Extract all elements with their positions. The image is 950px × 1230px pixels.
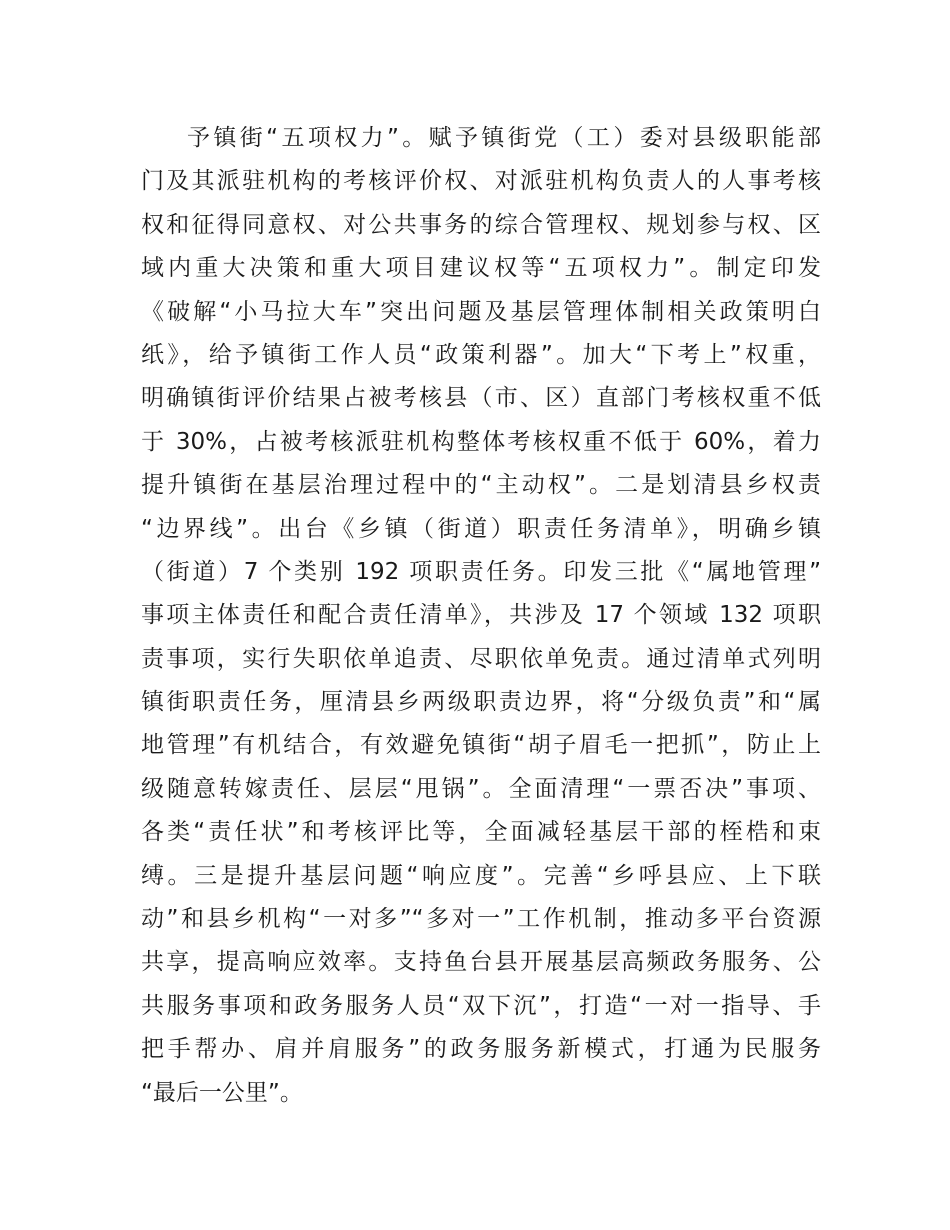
body-paragraph bbox=[141, 117, 821, 1115]
paragraph-line: 镇街职责任务，厘清县乡两级职责边界，将“分级负责”和“属 bbox=[141, 689, 821, 716]
paragraph-line: 把手帮办、肩并肩服务”的政务服务新模式，打通为民服务 bbox=[141, 1036, 821, 1063]
paragraph-line: 予镇街“五项权力”。赋予镇街党（工）委对县级职能部 bbox=[187, 125, 821, 151]
paragraph-line: 责事项，实行失职依单追责、尽职依单免责。通过清单式列明 bbox=[141, 645, 821, 672]
paragraph-line: 于 30%，占被考核派驻机构整体考核权重不低于 60%，着力 bbox=[141, 428, 821, 455]
paragraph-line: 级随意转嫁责任、层层“甩锅”。全面清理“一票否决”事项、 bbox=[141, 775, 821, 802]
paragraph-line: 地管理”有机结合，有效避免镇街“胡子眉毛一把抓”，防止上 bbox=[141, 732, 821, 759]
paragraph-line: 缚。三是提升基层问题“响应度”。完善“乡呼县应、上下联 bbox=[141, 862, 821, 889]
paragraph-line: 《破解“小马拉大车”突出问题及基层管理体制相关政策明白 bbox=[141, 298, 821, 325]
paragraph-line: 权和征得同意权、对公共事务的综合管理权、规划参与权、区 bbox=[141, 211, 821, 238]
paragraph-line: 明确镇街评价结果占被考核县（市、区）直部门考核权重不低 bbox=[141, 385, 821, 412]
paragraph-line: 事项主体责任和配合责任清单》，共涉及 17 个领域 132 项职 bbox=[141, 602, 821, 629]
paragraph-line: 共服务事项和政务服务人员“双下沉”，打造“一对一指导、手 bbox=[141, 992, 821, 1019]
paragraph-line: 动”和县乡机构“一对多”“多对一”工作机制，推动多平台资源 bbox=[141, 906, 821, 933]
paragraph-line: 域内重大决策和重大项目建议权等“五项权力”。制定印发 bbox=[141, 255, 821, 282]
paragraph-line: 门及其派驻机构的考核评价权、对派驻机构负责人的人事考核 bbox=[141, 168, 821, 195]
paragraph-line: “最后一公里”。 bbox=[141, 1079, 303, 1106]
paragraph-line: 提升镇街在基层治理过程中的“主动权”。二是划清县乡权责 bbox=[141, 472, 821, 499]
paragraph-line: “边界线”。出台《乡镇（街道）职责任务清单》，明确乡镇 bbox=[141, 515, 821, 542]
paragraph-line: （街道）7 个类别 192 项职责任务。印发三批《“属地管理” bbox=[141, 558, 821, 585]
paragraph-line: 各类“责任状”和考核评比等，全面减轻基层干部的桎梏和束 bbox=[141, 819, 821, 846]
paragraph-line: 纸》，给予镇街工作人员“政策利器”。加大“下考上”权重， bbox=[141, 341, 821, 368]
paragraph-line: 共享，提高响应效率。支持鱼台县开展基层高频政务服务、公 bbox=[141, 949, 821, 976]
